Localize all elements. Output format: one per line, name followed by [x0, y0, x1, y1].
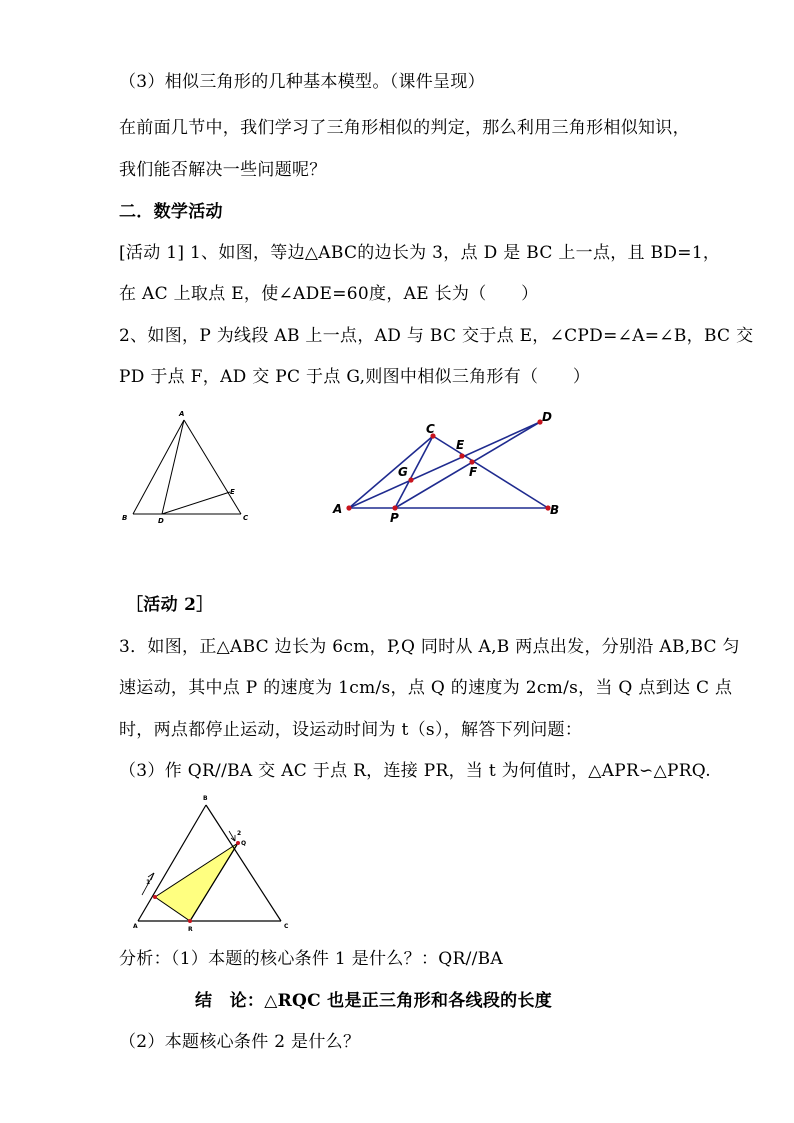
figure-equilateral-triangle	[115, 405, 255, 530]
section-heading: 二．数学活动	[119, 202, 223, 222]
intro-line-2: 我们能否解决一些问题呢？	[119, 160, 327, 180]
activity2-heading: ［活动 2］	[126, 595, 214, 615]
fig1-label-c: C	[243, 514, 249, 522]
fig3-label-1: 1	[146, 879, 151, 886]
figure-moving-points	[130, 790, 295, 935]
intro-line-1: 在前面几节中，我们学习了三角形相似的判定，那么利用三角形相似知识，	[119, 118, 690, 138]
fig3-label-r: R	[188, 926, 193, 933]
section-item-3: （3）相似三角形的几种基本模型。（课件呈现）	[119, 72, 485, 92]
q3-line3: 时，两点都停止运动，设运动时间为 t（s），解答下列问题：	[119, 720, 583, 740]
fig3-label-2: 2	[237, 830, 242, 837]
analysis-line-1: 分析：（1）本题的核心条件 1 是什么？：QR//BA	[119, 949, 503, 969]
fig2-label-p: P	[390, 511, 399, 525]
fig2-label-e: E	[456, 438, 465, 452]
q3-part3: （3）作 QR//BA 交 AC 于点 R，连接 PR，当 t 为何值时，△APR∽△PRQ.	[119, 761, 711, 781]
fig3-label-q: Q	[241, 840, 247, 847]
conclusion-line: 结 论：△RQC 也是正三角形和各线段的长度	[195, 991, 553, 1011]
fig1-label-b: B	[122, 514, 128, 522]
q3-line2: 速运动，其中点 P 的速度为 1cm/s，点 Q 的速度为 2cm/s，当 Q 点到达 C 点	[119, 678, 733, 698]
fig3-label-b: B	[203, 795, 208, 802]
fig3-label-c: C	[284, 923, 289, 930]
q3-line1: 3．如图，正△ABC 边长为 6cm，P,Q 同时从 A,B 两点出发，分别沿 AB,BC 匀	[119, 637, 740, 657]
fig1-label-a: A	[179, 410, 185, 418]
fig2-label-c: C	[426, 422, 435, 436]
fig2-label-b: B	[550, 503, 560, 517]
activity1-q2-line2: PD 于点 F，AD 交 PC 于点 G,则图中相似三角形有（ ）	[119, 367, 591, 387]
fig2-label-f: F	[469, 465, 478, 479]
fig2-label-g: G	[398, 465, 408, 479]
figure-similar-triangles	[328, 405, 568, 530]
fig1-label-e: E	[230, 488, 235, 496]
fig2-label-a: A	[333, 502, 343, 516]
fig3-label-a: A	[133, 923, 138, 930]
fig2-label-d: D	[542, 410, 552, 424]
fig1-label-d: D	[158, 517, 164, 525]
analysis-line-2: （2）本题核心条件 2 是什么？	[119, 1032, 361, 1052]
activity1-q2-line1: 2、如图，P 为线段 AB 上一点，AD 与 BC 交于点 E，∠CPD=∠A=∠B，BC 交	[119, 326, 754, 346]
activity1-q1-line1: [活动 1] 1、如图，等边△ABC的边长为 3，点 D 是 BC 上一点，且 BD=1，	[119, 243, 721, 263]
activity1-q1-line2: 在 AC 上取点 E，使∠ADE=60度，AE 长为（ ）	[119, 284, 539, 304]
